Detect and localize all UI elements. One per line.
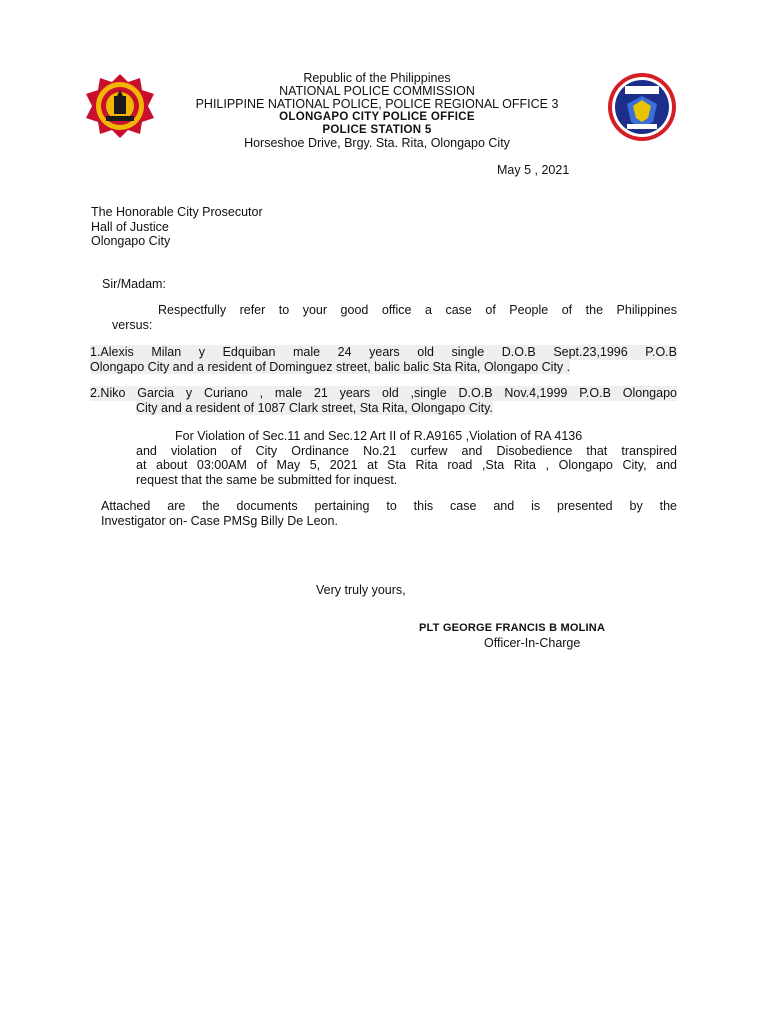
- attached-line-2: Investigator on- Case PMSg Billy De Leon.: [101, 513, 338, 528]
- attached-paragraph: [101, 499, 677, 528]
- intro-line-2: versus:: [112, 317, 153, 332]
- violation-line-3: at about 03:00AM of May 5, 2021 at Sta Rita road ,Sta Rita , Olongapo City, and: [136, 458, 677, 472]
- addressee-line-3: Olongapo City: [91, 234, 171, 248]
- respondent-2: [90, 386, 677, 415]
- closing: Very truly yours,: [316, 583, 406, 597]
- violation-paragraph: [136, 429, 677, 487]
- respondent-2-line-2: City and a resident of 1087 Clark street, Sta Rita, Olongapo City.: [136, 400, 493, 415]
- respondent-1-line-2: Olongapo City and a resident of Dominguez street, balic balic Sta Rita, Olongapo City .: [90, 359, 571, 374]
- letterhead: [150, 72, 604, 150]
- salutation: Sir/Madam:: [102, 277, 166, 291]
- attached-line-1: Attached are the documents pertaining to this case and is presented by the: [101, 499, 677, 513]
- addressee-block: [91, 205, 263, 249]
- pnp-seal-icon: [84, 72, 156, 140]
- addressee-line-1: The Honorable City Prosecutor: [91, 205, 263, 219]
- respondent-1: [90, 345, 677, 374]
- addressee-line-2: Hall of Justice: [91, 219, 169, 234]
- signatory-name: PLT GEORGE FRANCIS B MOLINA: [419, 622, 606, 634]
- olongapo-police-seal-icon: [605, 72, 679, 142]
- respondent-2-line-1: 2.Niko Garcia y Curiano , male 21 years old ,single D.O.B Nov.4,1999 P.O.B Olongapo: [90, 386, 677, 400]
- letter-date: May 5 , 2021: [497, 163, 570, 177]
- violation-line-4: request that the same be submitted for inquest.: [136, 472, 398, 487]
- violation-line-2: and violation of City Ordinance No.21 curfew and Disobedience that transpired: [136, 443, 677, 458]
- letterhead-pnp-region: PHILIPPINE NATIONAL POLICE, POLICE REGIONAL OFFICE 3: [195, 97, 559, 111]
- intro-line-1: Respectfully refer to your good office a case of People of the Philippines: [158, 303, 677, 317]
- letterhead-republic: Republic of the Philippines: [303, 71, 451, 85]
- letterhead-station: POLICE STATION 5: [322, 124, 432, 136]
- intro-paragraph: [90, 303, 677, 332]
- letterhead-address: Horseshoe Drive, Brgy. Sta. Rita, Olongapo City: [244, 136, 510, 150]
- letterhead-napolcom: NATIONAL POLICE COMMISSION: [279, 84, 475, 98]
- respondent-1-line-1: 1.Alexis Milan y Edquiban male 24 years old single D.O.B Sept.23,1996 P.O.B: [90, 345, 677, 359]
- letterhead-city-office: OLONGAPO CITY POLICE OFFICE: [279, 111, 475, 123]
- violation-line-1: For Violation of Sec.11 and Sec.12 Art II of R.A9165 ,Violation of RA 4136: [175, 429, 583, 443]
- signatory-title: Officer-In-Charge: [484, 636, 581, 650]
